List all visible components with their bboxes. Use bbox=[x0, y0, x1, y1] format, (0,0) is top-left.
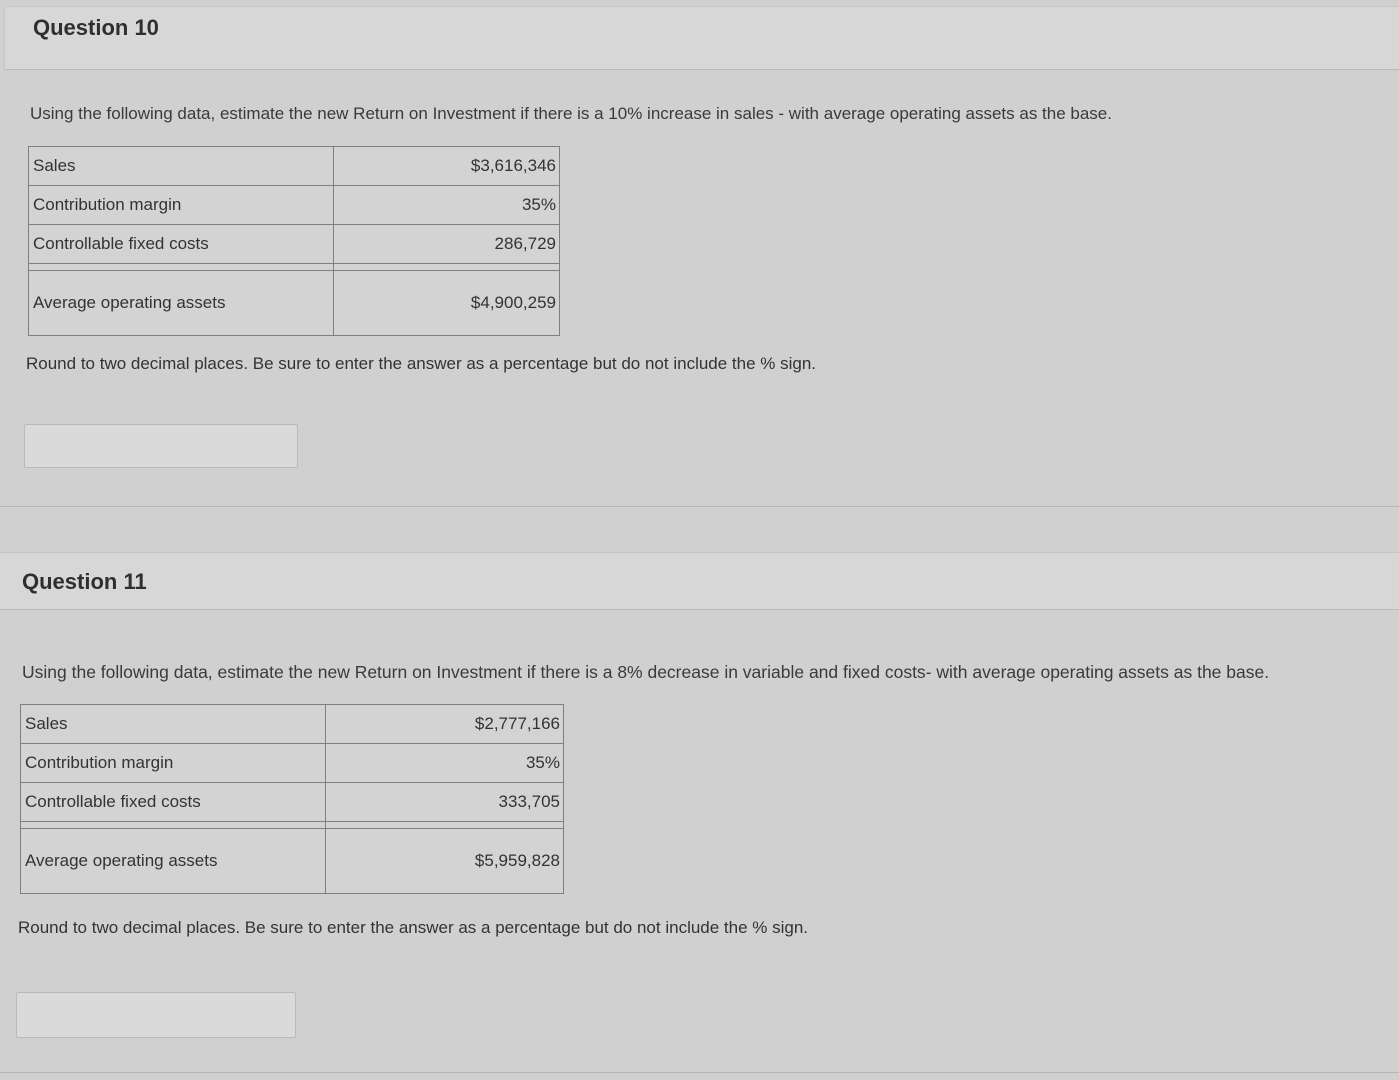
row-value: $3,616,346 bbox=[334, 147, 560, 186]
question-divider bbox=[0, 1072, 1399, 1073]
table-row bbox=[29, 271, 560, 336]
row-label: Contribution margin bbox=[29, 186, 334, 225]
data-table bbox=[20, 704, 564, 894]
row-label: Controllable fixed costs bbox=[29, 225, 334, 264]
data-table bbox=[28, 146, 560, 336]
question-divider bbox=[0, 506, 1399, 507]
question-title: Question 11 bbox=[22, 569, 147, 594]
rounding-instructions: Round to two decimal places. Be sure to enter the answer as a percentage but do not include the % sign. bbox=[18, 918, 809, 937]
row-label: Average operating assets bbox=[29, 271, 334, 336]
row-value: $5,959,828 bbox=[326, 829, 564, 894]
spacer-cell bbox=[29, 264, 334, 271]
table-row bbox=[21, 705, 564, 744]
row-value: 333,705 bbox=[326, 783, 564, 822]
rounding-instructions: Round to two decimal places. Be sure to enter the answer as a percentage but do not include the % sign. bbox=[26, 354, 817, 373]
question-11 bbox=[0, 552, 1399, 1080]
question-prompt: Using the following data, estimate the new Return on Investment if there is a 10% increase in sales - with average operating assets as the base. bbox=[30, 104, 1112, 123]
row-label: Sales bbox=[21, 705, 326, 744]
question-prompt: Using the following data, estimate the new Return on Investment if there is a 8% decrease in variable and fixed costs- with average operating assets as the base. bbox=[22, 662, 1270, 682]
table-row bbox=[29, 186, 560, 225]
question-header bbox=[4, 6, 1399, 70]
table-row bbox=[29, 225, 560, 264]
row-label: Sales bbox=[29, 147, 334, 186]
spacer-cell bbox=[326, 822, 564, 829]
question-title: Question 10 bbox=[33, 15, 159, 40]
table-row bbox=[29, 147, 560, 186]
row-label: Average operating assets bbox=[21, 829, 326, 894]
table-row bbox=[21, 783, 564, 822]
row-value: 286,729 bbox=[334, 225, 560, 264]
row-value: 35% bbox=[334, 186, 560, 225]
row-label: Controllable fixed costs bbox=[21, 783, 326, 822]
question-10 bbox=[0, 0, 1399, 510]
table-spacer-row bbox=[21, 822, 564, 829]
question-header bbox=[0, 552, 1399, 610]
row-value: $2,777,166 bbox=[326, 705, 564, 744]
row-value: 35% bbox=[326, 744, 564, 783]
table-row bbox=[21, 744, 564, 783]
spacer-cell bbox=[334, 264, 560, 271]
table-spacer-row bbox=[29, 264, 560, 271]
spacer-cell bbox=[21, 822, 326, 829]
table-row bbox=[21, 829, 564, 894]
answer-input[interactable] bbox=[16, 992, 296, 1038]
row-label: Contribution margin bbox=[21, 744, 326, 783]
answer-input[interactable] bbox=[24, 424, 298, 468]
row-value: $4,900,259 bbox=[334, 271, 560, 336]
